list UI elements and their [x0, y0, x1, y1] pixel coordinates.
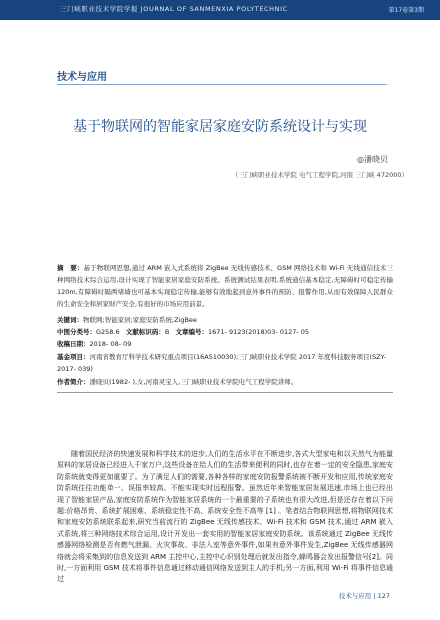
received-label: 收稿日期：: [57, 340, 90, 348]
author-bio: [57, 376, 393, 388]
article-id-value: 1671- 9123(2018)03- 0127- 05: [208, 328, 310, 336]
fund-text: 河南省教育厅科学技术研究重点项目(16A510030);三门峡职业技术学院 2017 年度科技服务项目(SZY- 2017- 039): [57, 353, 387, 373]
page-footer: 技术与应用 | 127: [338, 592, 390, 600]
received-value: 2018- 08- 09: [89, 340, 132, 348]
doc-code-value: B: [164, 328, 170, 336]
abstract-label: 摘 要：: [57, 264, 84, 272]
section-label: 技术与应用: [57, 72, 107, 83]
clc-value: G258.6: [96, 328, 120, 336]
keywords-label: 关键词：: [57, 316, 83, 324]
fund-project: [57, 351, 393, 375]
issue-number: 第17卷第3期: [388, 7, 424, 14]
article-id-label: 文章编号：: [175, 328, 209, 336]
keywords-text: 物联网;智能家居;家庭安防系统;ZigBee: [83, 316, 197, 324]
doc-code-label: 文献标识码：: [125, 328, 165, 336]
author: ◎潘晓贝: [357, 155, 388, 164]
section-divider: [57, 84, 387, 85]
journal-header-band: [0, 0, 440, 20]
bio-text: 潘晓贝(1982- ),女,河南灵宝人,三门峡职业技术学院电气工程学院讲师。: [89, 378, 298, 386]
bio-label: 作者简介：: [57, 378, 90, 386]
classification-row: [57, 326, 393, 338]
metadata-divider: [57, 392, 393, 393]
article-title: 基于物联网的智能家居家庭安防系统设计与实现: [73, 119, 367, 135]
fund-label: 基金项目：: [57, 353, 90, 361]
clc-label: 中图分类号：: [57, 328, 96, 336]
keywords: [57, 314, 393, 326]
received-date: [57, 338, 393, 350]
abstract-text: 基于物联网思想,通过 ARM 嵌入式系统将 ZigBee 无线传感技术、GSM 网络技术和 Wi-Fi 无线通信技术三种网络技术综合运用,设计实现了智能家居家庭安防系统。系统测试结果表明,系统通信基本稳定,无障碍时可稳定传输 120m,有障碍时隔两堵墙也可基本实现稳定传输,能够有效地起到意外事件的预防、报警作用,从而有效保障人民群众的生命安全和居家财产安全,有很好的市场应用前景。: [57, 264, 394, 308]
body-paragraph: 随着国民经济的快速发展和科学技术的进步,人们的生活水平在不断进步,各式大型家电和以天然气为能量原料的家居设备已经进入千家万户,这些设备在给人们的生活带来便利的同时,也存在着一定的安全隐患,家庭安防系统就变得更加重要了。为了满足人们的需要,各种各样的家庭安防报警系统被不断开发和应用,传统家庭安防系统往往功能单一、误报率较高、不能实现实时远程报警。虽然近年来智能家居发展迅速,市场上也已经出现了智能家居产品,家庭安防系统作为智能家居系统的一个最重要的子系统也有很大改进,但是还存在着以下问题:价格昂贵、系统扩展困难、系统稳定性不高、系统安全性不高等 [1] 。笔者结合物联网思想,将物联网技术和家庭安防系统联系起来,研究当前流行的 ZigBee 无线传感技术、Wi-Fi 技术和 GSM 技术,通过 ARM 嵌入式系统,将三种网络技术综合运用,设计开发出一套实用的智能家居家庭安防系统。该系统通过 ZigBee 无线传感器网络检测是否有燃气泄漏、火灾事故、非法入室等意外事件,如果有意外事件发生,ZigBee 无线传感器网络就会将采集到的信息发送到 ARM 主控中心,主控中心识别处理后就发出指令,蜂鸣器会发出报警信号[2]。同时,一方面利用 GSM 技术将事件信息通过移动通信网络发送到主人的手机;另一方面,利用 Wi-Fi 将事件信息通过: [57, 450, 393, 584]
abstract: [57, 262, 393, 310]
affiliation: （三门峡职业技术学院 电气工程学院,河南 三门峡 472000）: [231, 171, 408, 179]
journal-name: 三门峡职业技术学院学报 JOURNAL OF SANMENXIA POLYTECHNIC: [60, 5, 288, 13]
